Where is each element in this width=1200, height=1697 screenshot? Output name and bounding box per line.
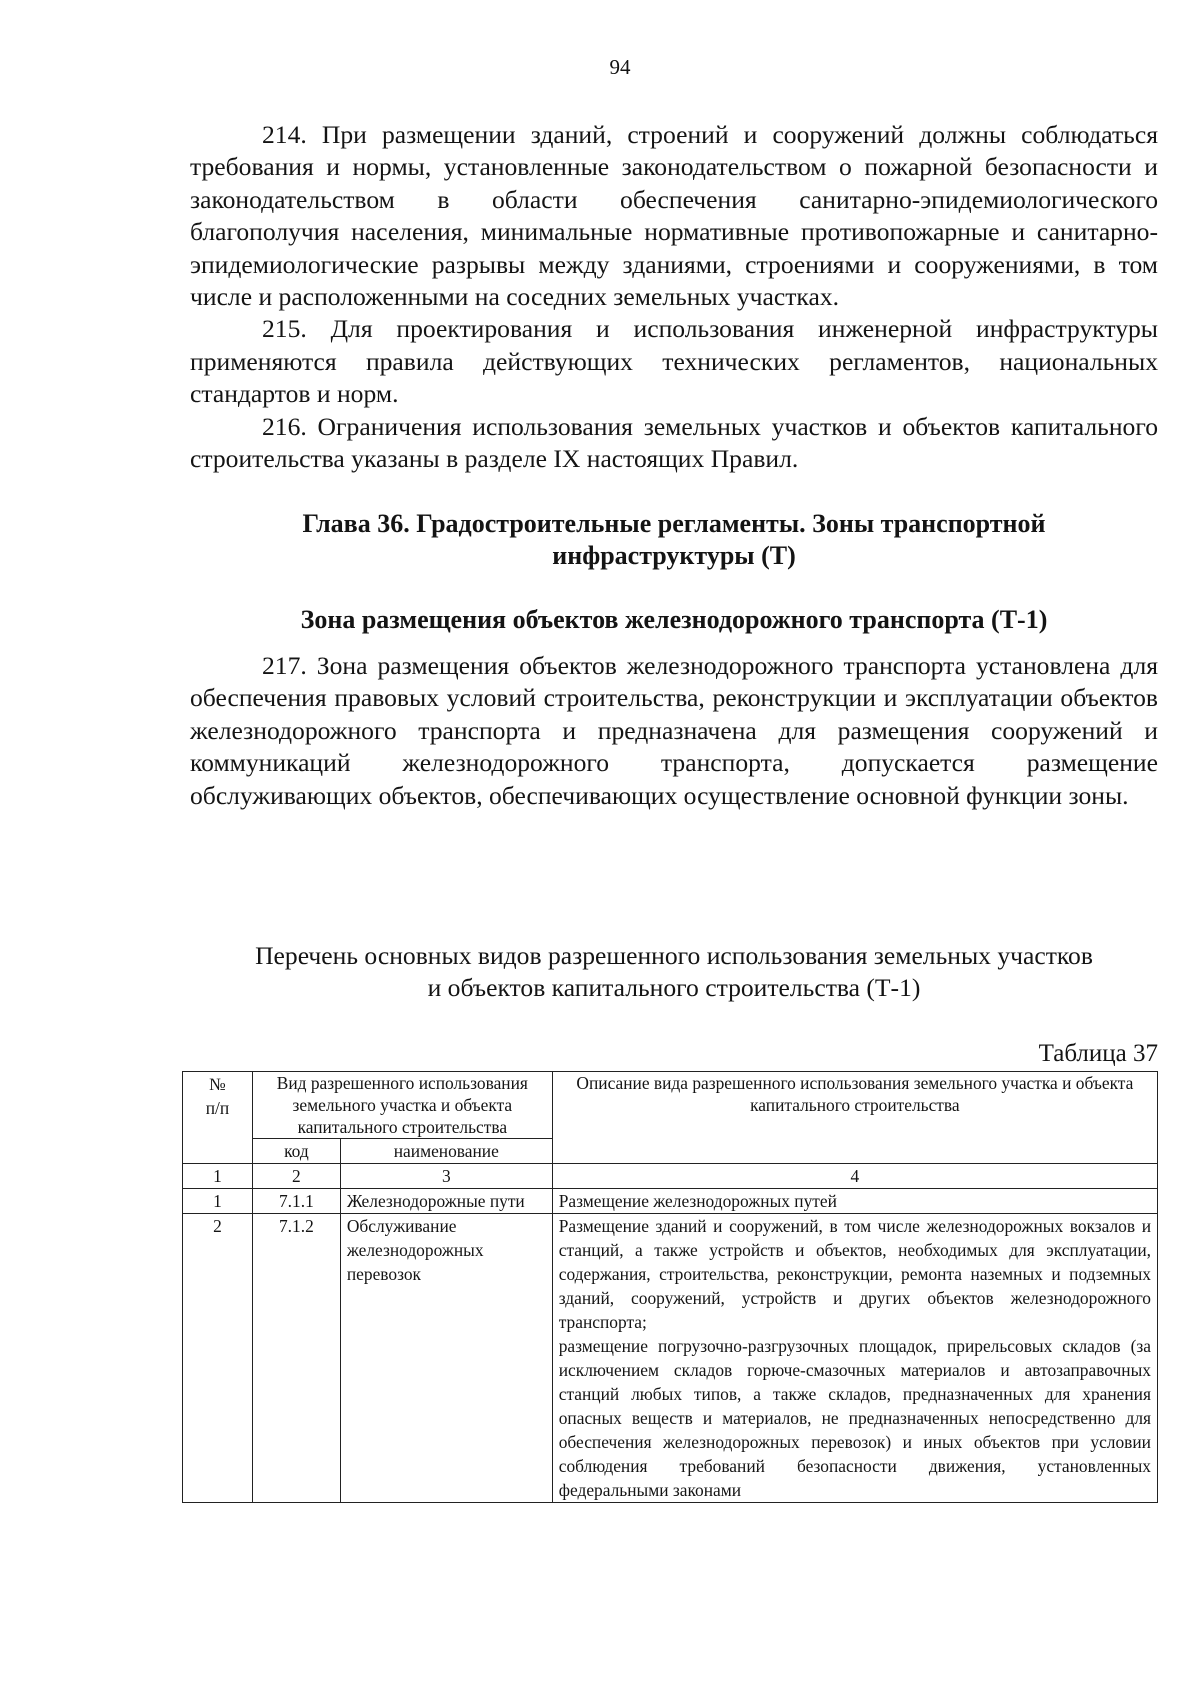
row-code: 7.1.1 xyxy=(252,1189,340,1214)
page-number: 94 xyxy=(609,55,631,79)
list-title-line-1: Перечень основных видов разрешенного использования земельных участков xyxy=(255,941,1093,970)
paragraph-217-block xyxy=(190,650,1158,812)
zone-title: Зона размещения объектов железнодорожного транспорта (Т-1) xyxy=(300,605,1048,634)
row-name: Железнодорожные пути xyxy=(340,1189,552,1214)
column-number: 1 xyxy=(183,1164,253,1189)
paragraph-217: 217. Зона размещения объектов железнодорожного транспорта установлена для обеспечения правовых условий строительства, реконструкции и эксплуатации объектов железнодорожного транспорта и предназначена для размещения сооружений и коммуникаций железнодорожного транспорта, допускается размещение обслуживающих объектов, обеспечивающих осуществление основной функции зоны. xyxy=(190,651,1158,810)
table-row xyxy=(183,1214,1158,1503)
table-row xyxy=(183,1189,1158,1214)
column-number: 4 xyxy=(552,1164,1157,1189)
row-description xyxy=(552,1214,1157,1503)
table-label: Таблица 37 xyxy=(1038,1040,1158,1067)
row-number: 2 xyxy=(183,1214,253,1503)
row-number: 1 xyxy=(183,1189,253,1214)
header-number: № п/п xyxy=(183,1072,253,1164)
chapter-title-line-2: инфраструктуры (Т) xyxy=(552,541,796,570)
row-description-part-2: размещение погрузочно-разгрузочных площадок, прирельсовых складов (за исключением складов горюче-смазочных материалов и автозаправочных станций любых типов, а также складов, предназначенных для хранения опасных веществ и материалов, не предназначенных непосредственно для обеспечения железнодорожных перевозок) и иных объектов при условии соблюдения требований безопасности движения, установленных федеральными законами xyxy=(558,1336,1151,1500)
column-number: 2 xyxy=(252,1164,340,1189)
permitted-use-table xyxy=(182,1071,1158,1503)
paragraph-214: 214. При размещении зданий, строений и сооружений должны соблюдаться требования и нормы, установленные законодательством о пожарной безопасности и законодательством в области обеспечения санитарно-эпидемиологического благополучия населения, минимальные нормативные противопожарные и санитарно-эпидемиологические разрывы между зданиями, строениями и сооружениями, в том числе и расположенными на соседних земельных участках. xyxy=(190,120,1158,312)
row-description: Размещение железнодорожных путей xyxy=(552,1189,1157,1214)
row-code: 7.1.2 xyxy=(252,1214,340,1503)
column-number-row xyxy=(183,1164,1158,1189)
paragraph-216: 216. Ограничения использования земельных участков и объектов капитального строительства указаны в разделе IX настоящих Правил. xyxy=(190,411,1158,474)
header-kind: Вид разрешенного использования земельного участка и объекта капитального строительства xyxy=(252,1072,552,1139)
list-title xyxy=(190,940,1158,1004)
chapter-title xyxy=(190,508,1158,572)
body-text xyxy=(190,119,1158,475)
column-number: 3 xyxy=(340,1164,552,1189)
paragraph-215: 215. Для проектирования и использования инженерной инфраструктуры применяются правила действующих технических регламентов, национальных стандартов и норм. xyxy=(190,314,1158,409)
table-header-row xyxy=(183,1072,1158,1139)
list-title-line-2: и объектов капитального строительства (Т-1) xyxy=(427,973,921,1002)
chapter-title-line-1: Глава 36. Градостроительные регламенты. Зоны транспортной xyxy=(302,509,1046,538)
header-description: Описание вида разрешенного использования земельного участка и объекта капитального строительства xyxy=(552,1072,1157,1164)
row-name: Обслуживание железнодорожных перевозок xyxy=(340,1214,552,1503)
header-code: код xyxy=(252,1139,340,1164)
header-name: наименование xyxy=(340,1139,552,1164)
row-description-part-1: Размещение зданий и сооружений, в том числе железнодорожных вокзалов и станций, а также устройств и объектов, необходимых для эксплуатации, содержания, строительства, реконструкции, ремонта наземных и подземных зданий, сооружений, устройств и других объектов железнодорожного транспорта; xyxy=(558,1216,1151,1332)
